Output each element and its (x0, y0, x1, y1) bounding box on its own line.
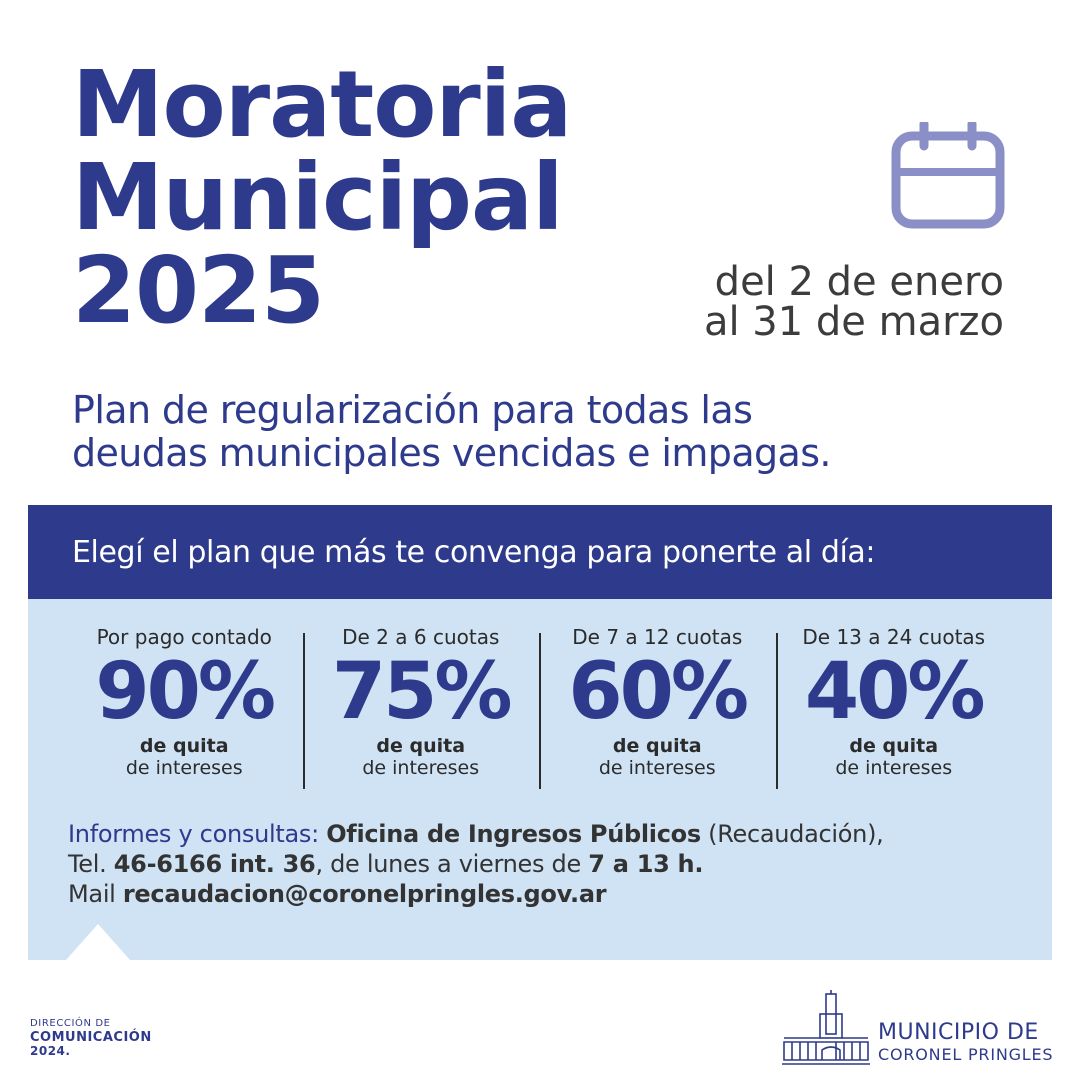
calendar-icon (890, 122, 1006, 230)
plan-desc: de quita (376, 735, 466, 757)
title-line: 2025 (72, 237, 325, 344)
plan-banner (28, 505, 1052, 599)
logo-line: MUNICIPIO DE (878, 1020, 1039, 1045)
office-hours: 7 a 13 h. (588, 850, 704, 878)
plan-desc: de quita (139, 735, 229, 757)
panel-notch (66, 924, 130, 960)
plan-label: Por pago contado (96, 625, 272, 649)
logo-text (878, 1022, 1053, 1066)
info-label: Informes y consultas: (68, 820, 319, 848)
tel-prefix: Tel. (68, 850, 114, 878)
credit-block (30, 1018, 152, 1057)
plan-label: De 2 a 6 cuotas (342, 625, 500, 649)
phone-number: 46-6166 int. 36 (113, 850, 316, 878)
palace-icon (780, 990, 872, 1070)
info-line-mail (68, 879, 883, 909)
contact-info (68, 819, 883, 909)
info-line-phone (68, 849, 883, 879)
credit-line: DIRECCIÓN DE (30, 1018, 111, 1029)
plan-desc: de quita (849, 735, 939, 757)
plan-contado (66, 625, 303, 795)
plan-desc: de intereses (125, 757, 243, 779)
plan-13-24 (776, 625, 1013, 795)
office-name: Oficina de Ingresos Públicos (326, 820, 701, 848)
plan-percent: 60% (568, 647, 747, 737)
office-note: (Recaudación), (700, 820, 884, 848)
plan-label: De 13 a 24 cuotas (802, 625, 986, 649)
credit-line: COMUNICACIÓN (30, 1030, 152, 1045)
plan-desc: de intereses (598, 757, 716, 779)
main-title (72, 51, 572, 344)
plan-desc: de intereses (835, 757, 953, 779)
logo-line: CORONEL PRINGLES (878, 1045, 1054, 1064)
title-line: Moratoria (72, 51, 572, 158)
plan-desc: de quita (612, 735, 702, 757)
plan-percent: 90% (95, 647, 274, 737)
info-line-office (68, 819, 883, 849)
plan-2-6 (303, 625, 540, 795)
credit-line: 2024. (30, 1044, 71, 1058)
plan-7-12 (539, 625, 776, 795)
plans-row (66, 625, 1012, 795)
banner-text: Elegí el plan que más te convenga para ponerte al día: (72, 534, 876, 570)
subtitle (72, 389, 831, 475)
email-address[interactable]: recaudacion@coronelpringles.gov.ar (122, 880, 607, 908)
plan-label: De 7 a 12 cuotas (572, 625, 743, 649)
subtitle-line: Plan de regularización para todas las (72, 388, 753, 432)
plan-percent: 75% (331, 647, 510, 737)
plans-panel (28, 599, 1052, 960)
plan-percent: 40% (804, 647, 983, 737)
title-line: Municipal (72, 144, 563, 251)
plan-desc: de intereses (362, 757, 480, 779)
date-end: al 31 de marzo (703, 299, 1004, 345)
mail-prefix: Mail (68, 880, 123, 908)
hours-prefix: , de lunes a viernes de (315, 850, 589, 878)
date-range (703, 259, 1004, 345)
date-start: del 2 de enero (714, 259, 1004, 305)
municipality-logo (780, 990, 1070, 1070)
subtitle-line: deudas municipales vencidas e impagas. (72, 431, 831, 475)
